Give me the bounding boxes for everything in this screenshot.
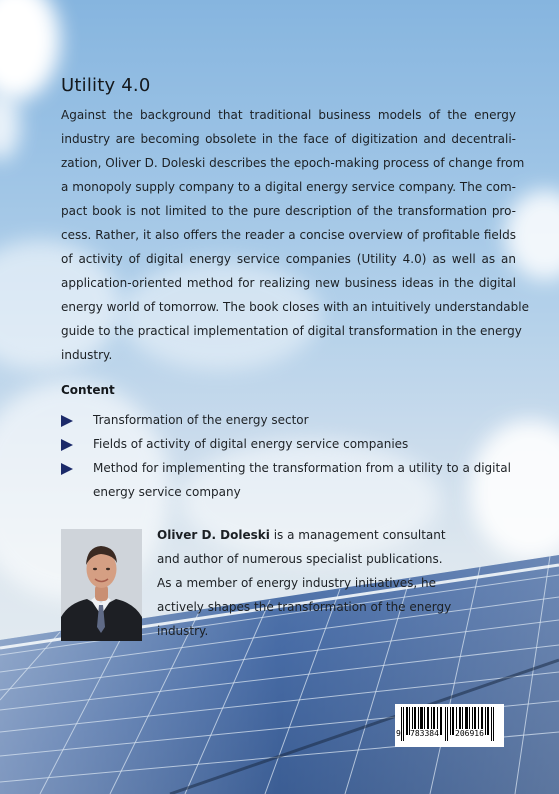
content-heading: Content bbox=[61, 383, 115, 397]
description-line: a monopoly supply company to a digital energy service company. The com- bbox=[61, 180, 516, 194]
author-bio-text: is a management consultant and author of numerous specialist publications. As a member of energy industry initiatives, he actively shapes the transformation of the energy industry. bbox=[157, 528, 452, 638]
barcode bbox=[395, 704, 504, 747]
triangle-bullet-icon bbox=[61, 463, 73, 475]
description-line: pact book is not limited to the pure description of the transformation pro- bbox=[61, 204, 516, 218]
description-line: cess. Rather, it also offers the reader a concise overview of profitable fields bbox=[61, 228, 516, 242]
description-line: application-oriented method for realizing new business ideas in the digital bbox=[61, 276, 516, 290]
author-bio bbox=[157, 523, 457, 643]
author-photo bbox=[61, 529, 142, 641]
barcode-right-digits: 206916 bbox=[455, 729, 484, 738]
barcode-left-digits: 783384 bbox=[410, 729, 439, 738]
description-line: industry are becoming obsolete in the face of digitization and decentrali- bbox=[61, 132, 516, 146]
book-title: Utility 4.0 bbox=[61, 75, 151, 96]
description-line: of activity of digital energy service companies (Utility 4.0) as well as an bbox=[61, 252, 516, 266]
content-list-item bbox=[61, 456, 521, 504]
content-item-text: Method for implementing the transformation from a utility to a digital energy service company bbox=[93, 461, 511, 499]
triangle-bullet-icon bbox=[61, 415, 73, 427]
author-name: Oliver D. Doleski bbox=[157, 528, 270, 542]
barcode-first-digit: 9 bbox=[396, 729, 401, 738]
description-line: industry. bbox=[61, 348, 113, 362]
content-list-item bbox=[61, 408, 521, 432]
content-list bbox=[61, 408, 521, 504]
description-line: energy world of tomorrow. The book closes with an intuitively understandable bbox=[61, 300, 529, 314]
content-item-text: Fields of activity of digital energy service companies bbox=[93, 437, 409, 451]
content-item-text: Transformation of the energy sector bbox=[93, 413, 309, 427]
triangle-bullet-icon bbox=[61, 439, 73, 451]
book-description bbox=[61, 103, 529, 367]
description-line: Against the background that traditional business models of the energy bbox=[61, 108, 516, 122]
content-list-item bbox=[61, 432, 521, 456]
description-line: guide to the practical implementation of digital transformation in the energy bbox=[61, 324, 522, 338]
description-line: zation, Oliver D. Doleski describes the epoch-making process of change from bbox=[61, 156, 525, 170]
